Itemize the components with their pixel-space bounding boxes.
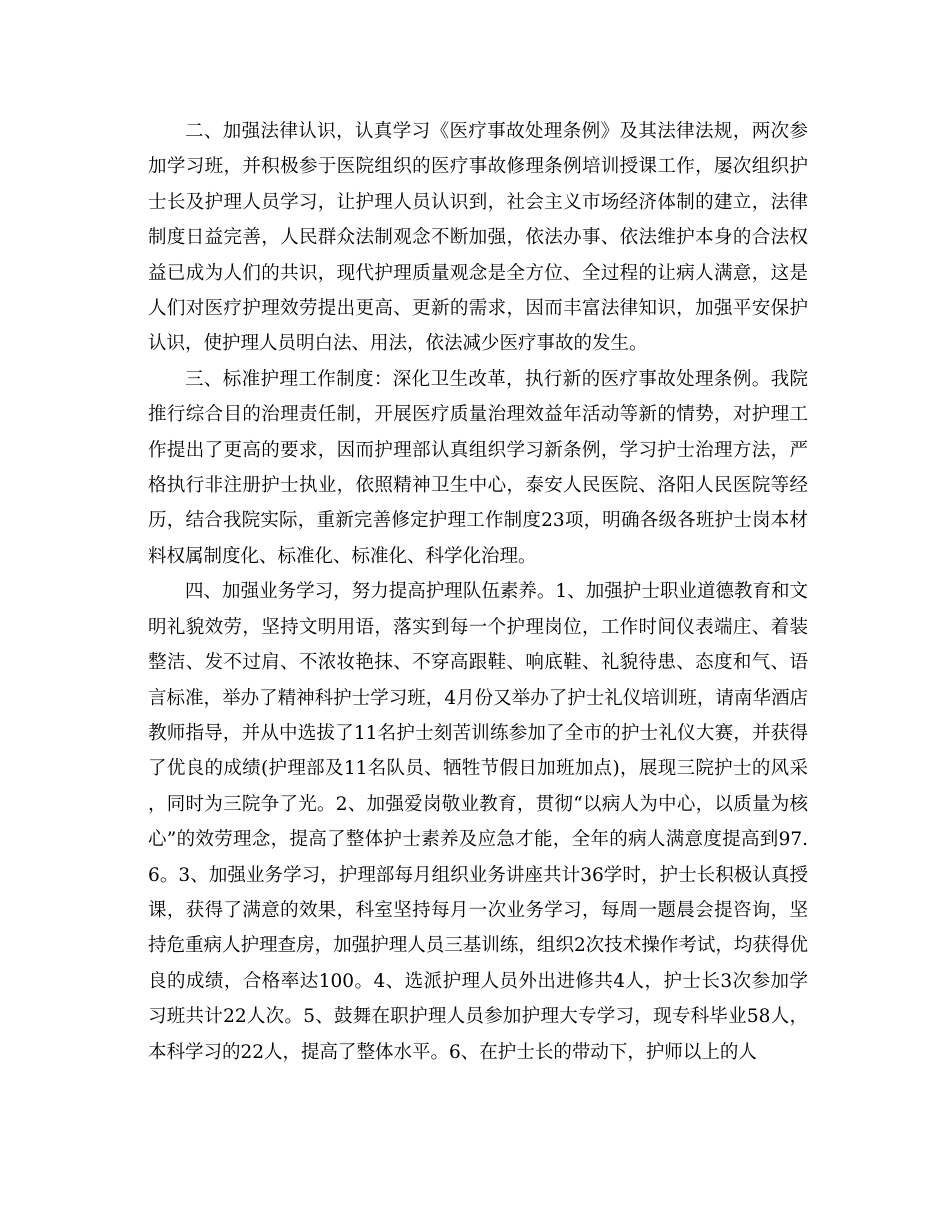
paragraph-nursing-system: 三、标准护理工作制度：深化卫生改革，执行新的医疗事故处理条例。我院推行综合目的治理责任制，开展医疗质量治理效益年活动等新的情势，对护理工作提出了更高的要求，因而护理部认真组织学习新条例，学习护士治理方法，严格执行非注册护士执业，依照精神卫生中心，泰安人民医院、洛阳人民医院等经历，结合我院实际，重新完善修定护理工作制度23项，明确各级各班护士岗本材料权属制度化、标准化、标准化、科学化治理。 — [148, 368, 808, 567]
paragraph-professional-study: 四、加强业务学习，努力提高护理队伍素养。1、加强护士职业道德教育和文明礼貌效劳，坚持文明用语，落实到每一个护理岗位，工作时间仪表端庄、着装整洁、发不过肩、不浓妆艳抹、不穿高跟鞋、响底鞋、礼貌待患、态度和气、语言标准，举办了精神科护士学习班，4月份又举办了护士礼仪培训班，请南华酒店教师指导，并从中选拔了11名护士刻苦训练参加了全市的护士礼仪大赛，并获得了优良的成绩(护理部及11名队员、牺牲节假日加班加点)，展现三院护士的风采，同时为三院争了光。2、加强爱岗敬业教育，贯彻“以病人为中心，以质量为核心”的效劳理念，提高了整体护士素养及应急才能，全年的病人满意度提高到97.6。3、加强业务学习，护理部每月组织业务讲座共计36学时，护士长积极认真授课，获得了满意的效果，科室坚持每月一次业务学习，每周一题晨会提咨询，坚持危重病人护理查房，加强护理人员三基训练，组织2次技术操作考试，均获得优良的成绩，合格率达100。4、选派护理人员外出进修共4人，护士长3次参加学习班共计22人次。5、鼓舞在职护理人员参加护理大专学习，现专科毕业58人，本科学习的22人，提高了整体水平。6、在护士长的带动下，护师以上的人 — [148, 581, 808, 1063]
document-body — [148, 114, 808, 1070]
paragraph-legal-awareness: 二、加强法律认识，认真学习《医疗事故处理条例》及其法律法规，两次参加学习班，并积极参于医院组织的医疗事故修理条例培训授课工作，屡次组织护士长及护理人员学习，让护理人员认识到，社会主义市场经济体制的建立，法律制度日益完善，人民群众法制观念不断加强，依法办事、依法维护本身的合法权益已成为人们的共识，现代护理质量观念是全方位、全过程的让病人满意，这是人们对医疗护理效劳提出更高、更新的需求，因而丰富法律知识，加强平安保护认识，使护理人员明白法、用法，依法减少医疗事故的发生。 — [148, 121, 808, 355]
